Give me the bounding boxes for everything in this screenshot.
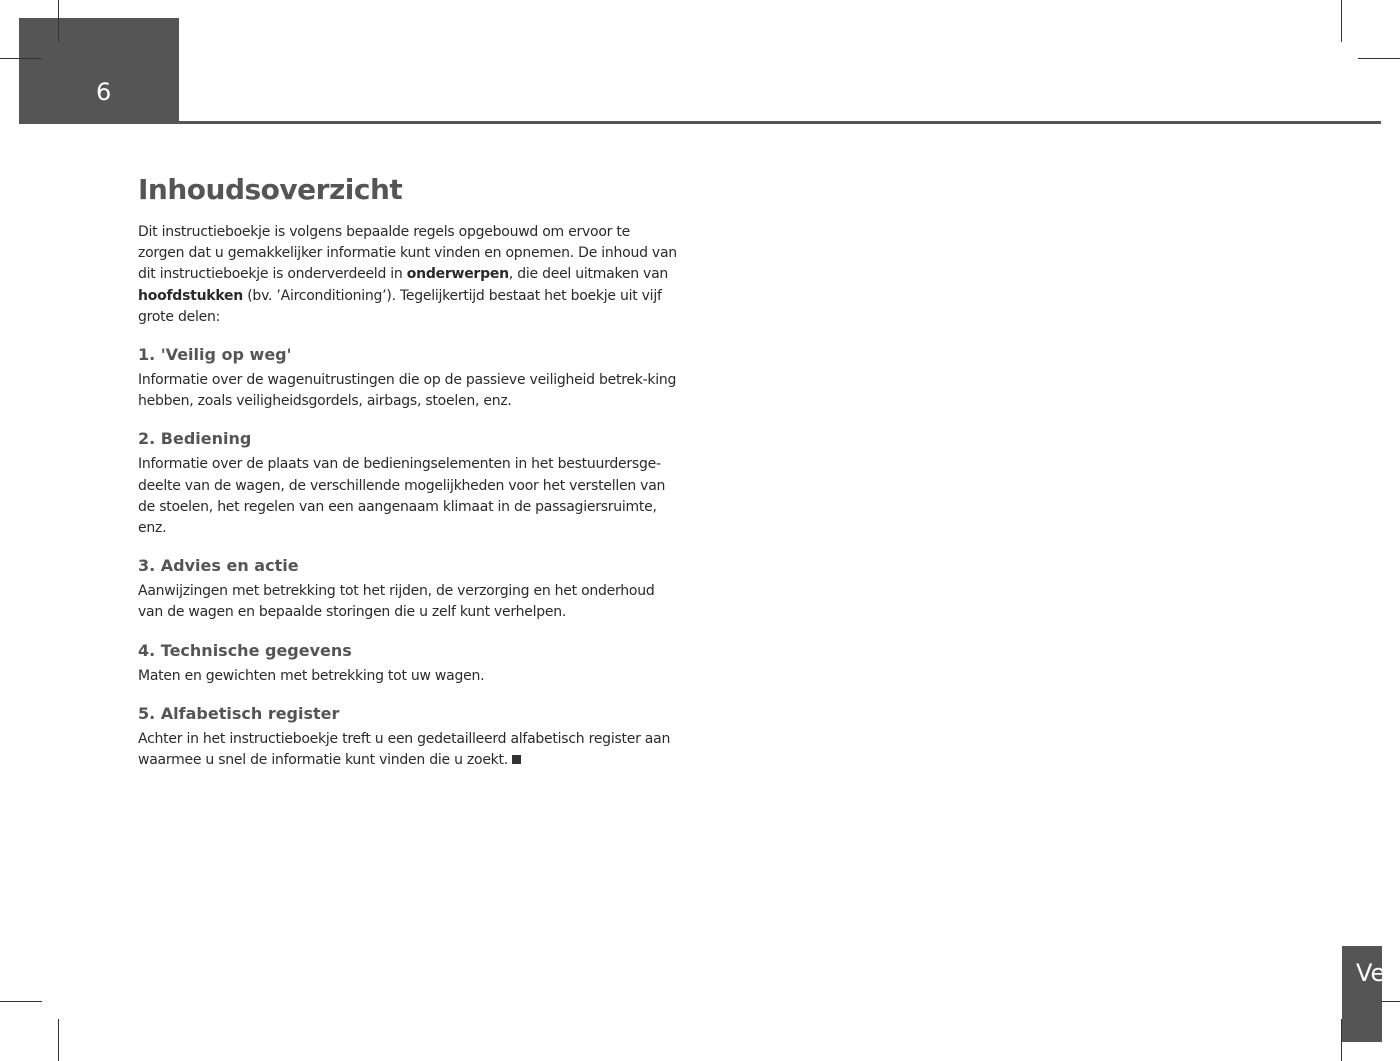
section-text-veilig-op-weg: Informatie over de wagenuitrustingen die op de passieve veiligheid betrek-king hebben, zoals veiligheidsgordels, airbags, stoelen, enz.: [138, 372, 677, 410]
intro-text-part2: , die deel uitmaken van: [508, 266, 669, 283]
page-number-tab: [19, 18, 179, 124]
main-content: [138, 172, 678, 771]
intro-bold-hoofdstukken: hoofdstukken: [138, 287, 244, 304]
section-thumb-tab: [1342, 946, 1386, 1042]
section-heading-veilig-op-weg: 1. 'Veilig op weg': [138, 345, 292, 365]
section-heading-advies-en-actie: 3. Advies en actie: [138, 556, 299, 576]
page-title: Inhoudsoverzicht: [138, 173, 403, 206]
intro-text-part1: Dit instructieboekje is volgens bepaalde regels opgebouwd om ervoor te zorgen dat u gemakkelijker informatie kunt vinden en opnemen. De inhoud van dit instructieboekje is onderverdeeld in: [138, 224, 677, 283]
page-number: 6: [96, 78, 112, 106]
section-text-bediening: Informatie over de plaats van de bedieningselementen in het bestuurdersge-deelte van de wagen, de verschillende mogelijkheden voor het verstellen van de stoelen, het regelen van een aangenaam klimaat in de passagiersruimte, enz.: [138, 456, 666, 537]
crop-mark-bottom-left-vertical: [58, 1019, 59, 1061]
section-text-technische-gegevens: Maten en gewichten met betrekking tot uw wagen.: [138, 667, 485, 684]
section-heading-technische-gegevens: 4. Technische gegevens: [138, 640, 352, 660]
end-of-section-square-icon: [512, 755, 521, 764]
crop-mark-top-left-horizontal: [0, 58, 42, 59]
crop-mark-top-right-horizontal: [1358, 58, 1400, 59]
crop-mark-bottom-left-horizontal: [0, 1001, 42, 1002]
intro-bold-onderwerpen: onderwerpen: [406, 266, 509, 283]
intro-text-part3: (bv. ’Airconditioning’). Tegelijkertijd bestaat het boekje uit vijf grote delen:: [138, 287, 662, 325]
section-heading-bediening: 2. Bediening: [138, 429, 252, 449]
section-text-advies-en-actie: Aanwijzingen met betrekking tot het rijden, de verzorging en het onderhoud van de wagen en bepaalde storingen die u zelf kunt verhelpen.: [138, 583, 655, 621]
header-rule: [19, 121, 1381, 124]
section-text-alfabetisch-register: Achter in het instructieboekje treft u een gedetailleerd alfabetisch register aan waarmee u snel de informatie kunt vinden die u zoekt.: [138, 730, 671, 769]
section-heading-alfabetisch-register: 5. Alfabetisch register: [138, 703, 340, 723]
crop-mark-top-left-vertical: [58, 0, 59, 42]
intro-paragraph: [138, 222, 678, 328]
crop-mark-top-right-vertical: [1341, 0, 1342, 42]
section-thumb-tab-label: Ve: [1356, 959, 1386, 987]
section-paragraph-alfabetisch-register: [138, 729, 678, 771]
